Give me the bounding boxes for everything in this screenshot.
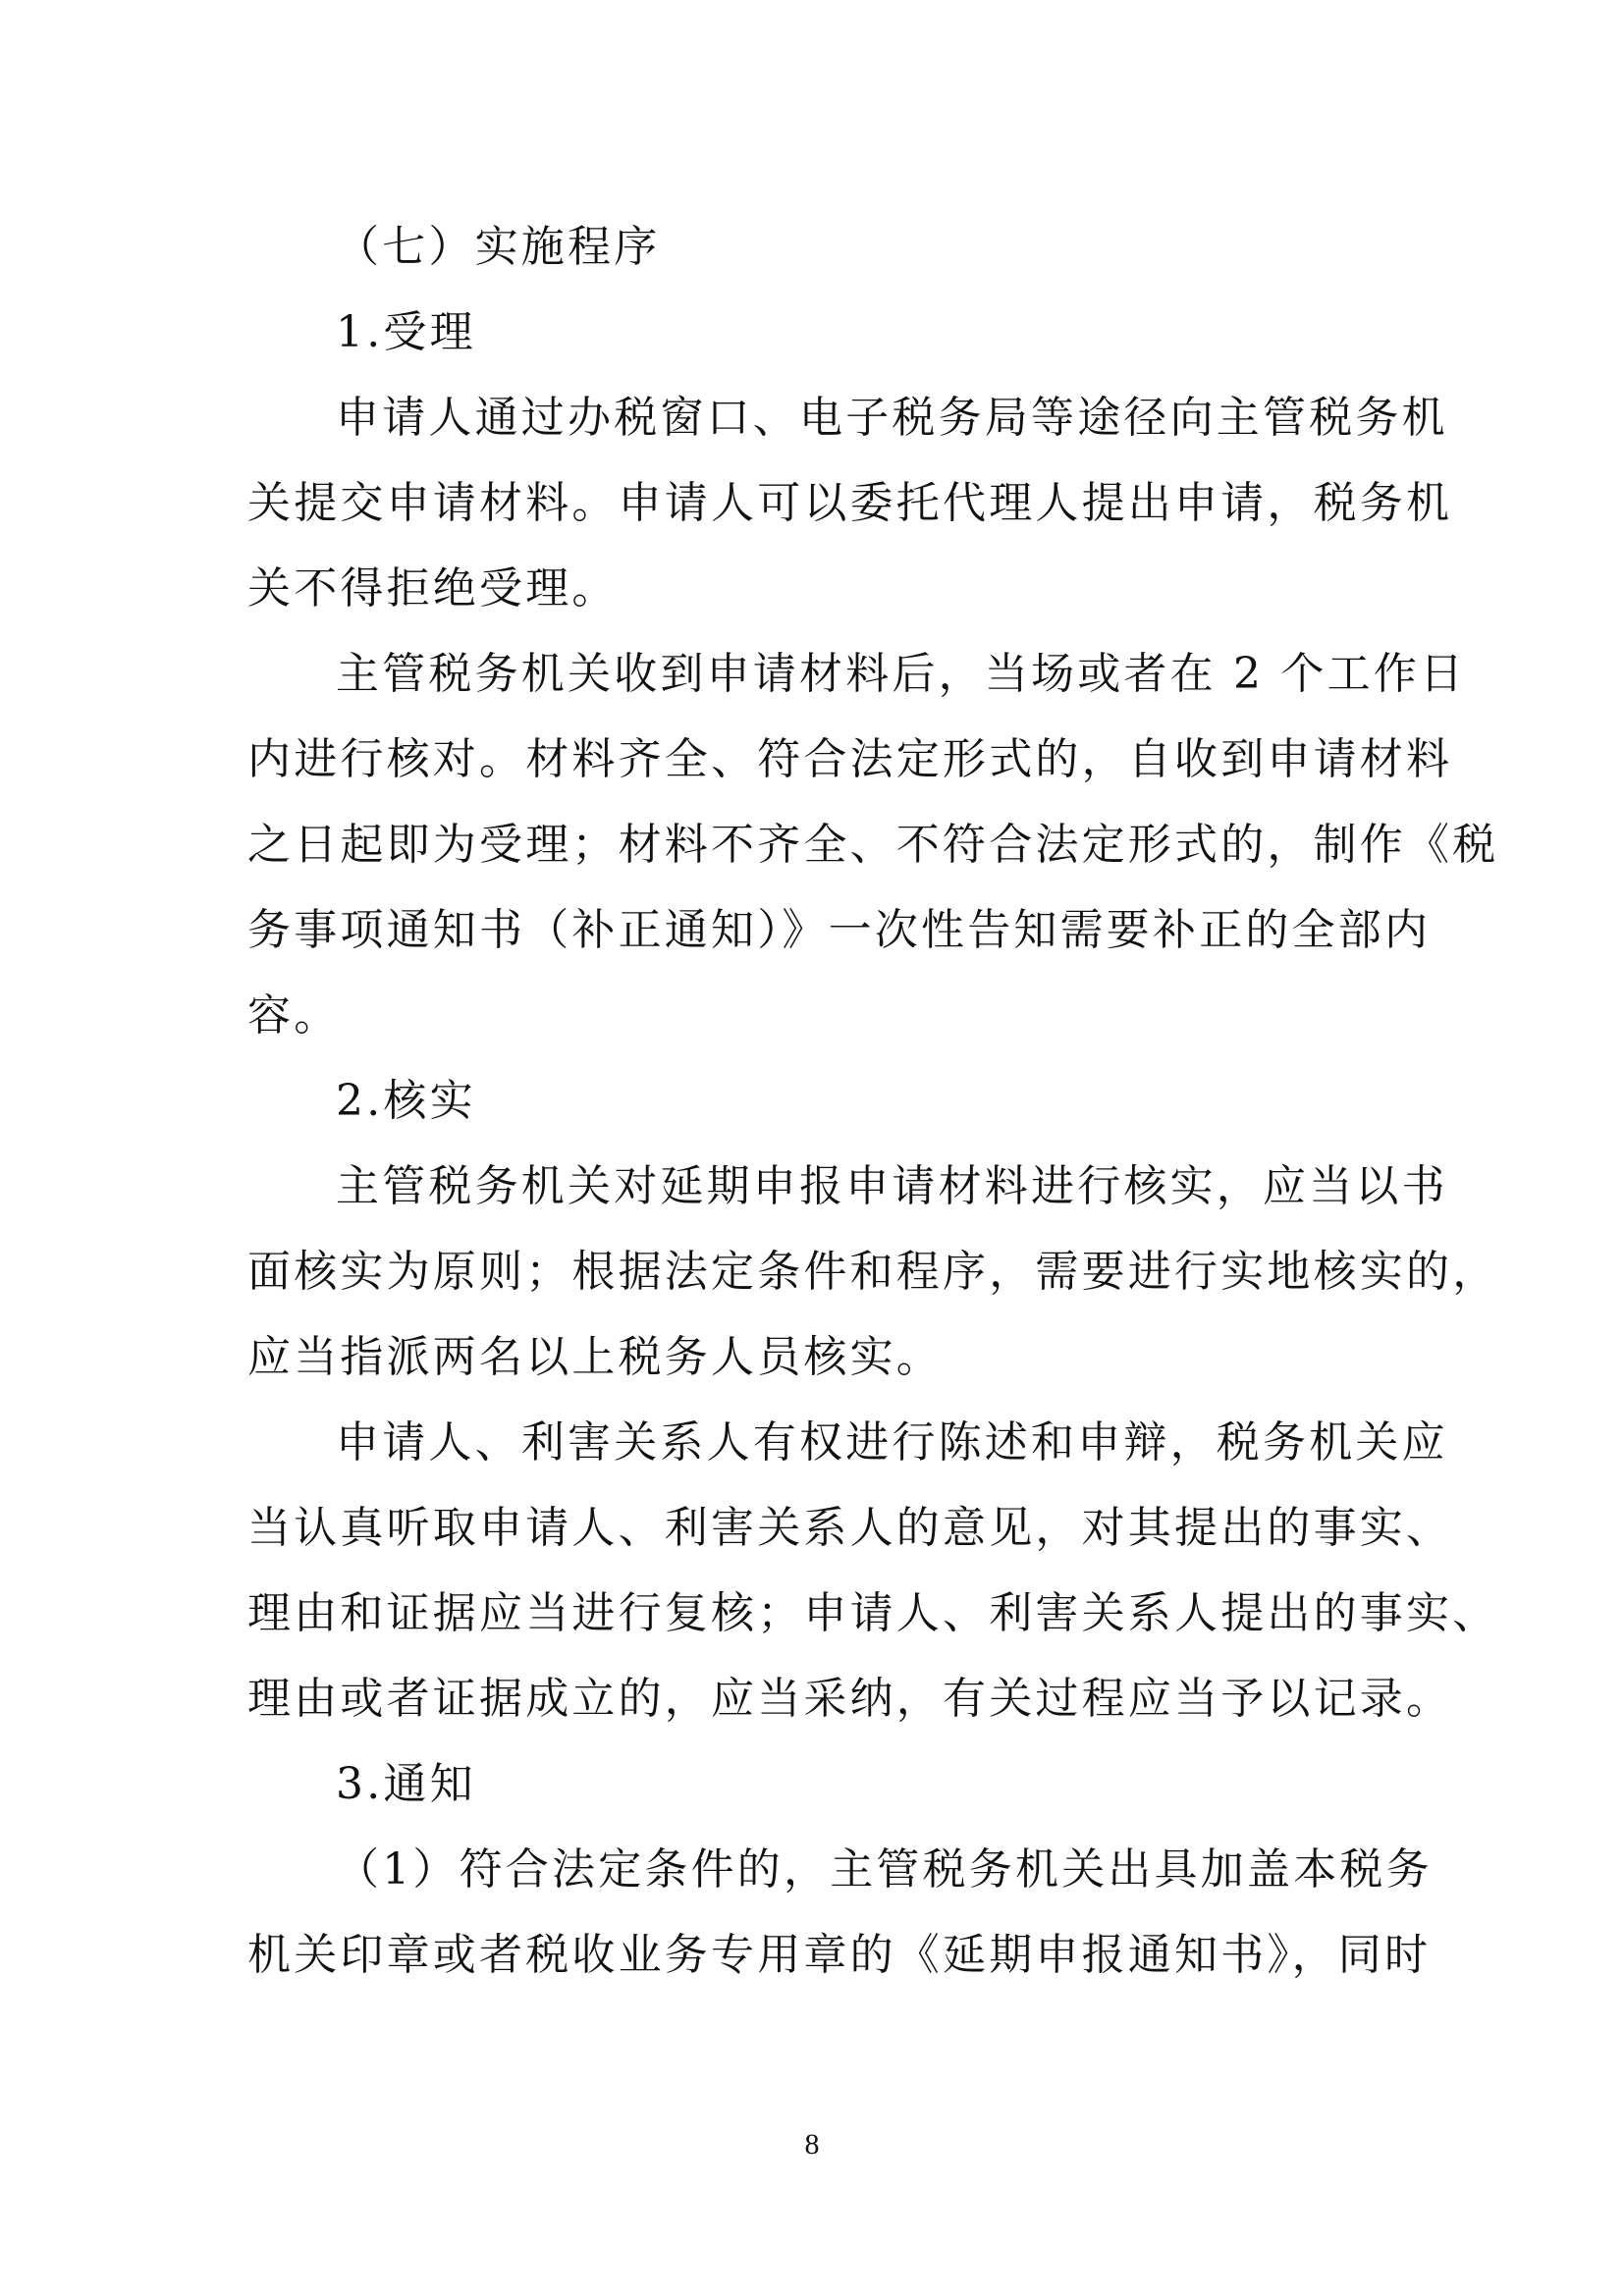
step1-paragraph-2 xyxy=(247,631,1499,1058)
step2-paragraph-1 xyxy=(247,1144,1499,1400)
text-line: 当认真听取申请人、利害关系人的意见，对其提出的事实、 xyxy=(247,1503,1453,1553)
text-line: 容。 xyxy=(247,990,341,1041)
text-line: 面核实为原则；根据法定条件和程序，需要进行实地核实的， xyxy=(247,1247,1499,1297)
text-line: 关不得拒绝受理。 xyxy=(247,563,619,614)
text-line: 务事项通知书（补正通知）》一次性告知需要补正的全部内 xyxy=(247,905,1432,955)
text-line: 关提交申请材料。申请人可以委托代理人提出申请，税务机 xyxy=(247,478,1453,528)
text-line: 申请人、利害关系人有权进行陈述和申辩，税务机关应 xyxy=(336,1417,1448,1468)
page-number: 8 xyxy=(804,2128,820,2161)
text-line: 理由和证据应当进行复核；申请人、利害关系人提出的事实、 xyxy=(247,1588,1499,1638)
step2-paragraph-2 xyxy=(247,1400,1499,1741)
text-line: （1）符合法定条件的，主管税务机关出具加盖本税务 xyxy=(336,1844,1433,1895)
text-line: 机关印章或者税收业务专用章的《延期申报通知书》，同时 xyxy=(247,1930,1432,1980)
text-line: 之日起即为受理；材料不齐全、不符合法定形式的，制作《税 xyxy=(247,820,1499,870)
step3-heading: 3.通知 xyxy=(336,1759,476,1809)
text-line: 主管税务机关对延期申报申请材料进行核实，应当以书 xyxy=(336,1161,1448,1211)
text-line: 应当指派两名以上税务人员核实。 xyxy=(247,1332,943,1382)
step2-heading: 2.核实 xyxy=(336,1076,476,1126)
text-line: 主管税务机关收到申请材料后，当场或者在 2 个工作日 xyxy=(336,649,1467,699)
section-heading: （七）实施程序 xyxy=(336,222,661,272)
text-line: 理由或者证据成立的，应当采纳，有关过程应当予以记录。 xyxy=(247,1674,1453,1724)
text-line: 内进行核对。材料齐全、符合法定形式的，自收到申请材料 xyxy=(247,734,1453,784)
text-line: 申请人通过办税窗口、电子税务局等途径向主管税务机 xyxy=(336,393,1448,443)
step1-paragraph-1 xyxy=(247,375,1453,631)
document-page xyxy=(247,204,1499,1998)
step1-heading: 1.受理 xyxy=(336,307,476,357)
step3-paragraph-1 xyxy=(247,1827,1433,1998)
